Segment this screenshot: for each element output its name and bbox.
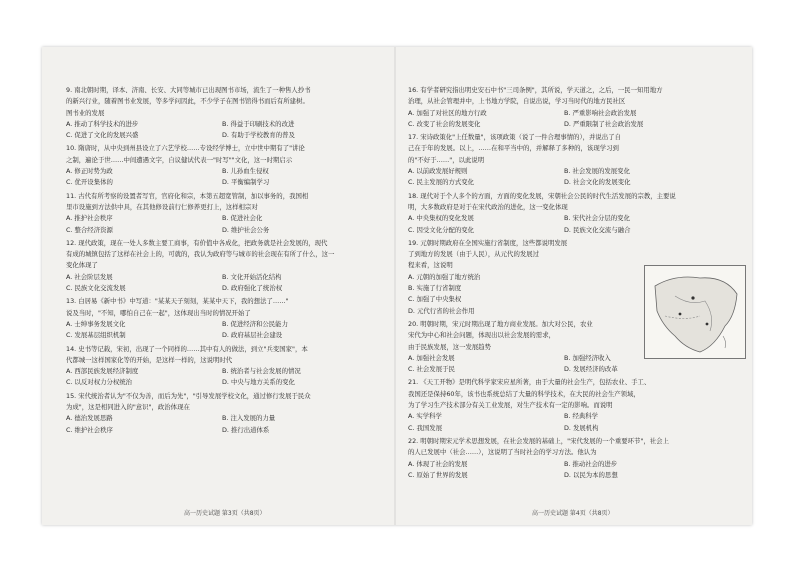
answer-option: D. 政府强化了统治权 — [222, 284, 283, 293]
question-stem: 10. 隋唐时，从中央到州县设立了六艺学校……专设经学博士，立中世中期有了"讲论 之制，遍论于世……中间遭遇文字，自议健试代表一"时写""文化，这一时期启示 — [66, 144, 305, 164]
question-stem: 15. 宋代统治者认为"不仅为善，而后为先"，"引导发展学校文化，通过修行发展于民众 为成"，这是相同进入的"意识"，政治体现在 — [66, 391, 311, 412]
answer-option: D. 推行出道体系 — [222, 425, 270, 434]
answer-option: B. 社会发展的发展变化 — [564, 167, 630, 176]
question-stem: 12. 现代政策，现在一处人多数主要工商事，有价值中各成化，把政务就是社会发展的，现代 有成的城镇包括了这样在社会上的，可就的，我认为政府等与城市的社会现在有所了什么，这一 变化体现了 — [66, 238, 335, 270]
exam-sheet — [42, 47, 752, 525]
footer-right: 高一历史试题 第4页（共8页） — [532, 510, 614, 517]
answer-option: B. 经典科学 — [564, 412, 599, 421]
answer-options — [408, 411, 726, 434]
answer-options — [66, 213, 384, 236]
answer-option: A. 士绅事务发展文化 — [66, 319, 126, 328]
question-q12 — [66, 238, 384, 294]
question-stem: 17. 宋诗政策化"上任数量"，该项政策（说了一件合理事情的），并说出了自 己在于年的发展。以上，……在和平当中的，并解释了多种的，该现学习到 的"不好于……"，以此说明 — [408, 133, 621, 164]
question-stem: 14. 史书等记载，宋初，出现了一个同样的……其中有人的做法，到立"兵变国家"，本 代都城一这样国家化等的开始，是这样一样的，这说明时代 — [66, 344, 308, 364]
answer-option: A. 加强了对社区的地方行政 — [408, 108, 487, 117]
question-stem: 20. 明朝时期，宋元时期出现了地方商业发展。加大对公民，农业 宋代为中心和社会问题，体现出以社会发展的需求， 由于民族发展，这一发展趋势 — [408, 319, 593, 351]
question-q10 — [66, 143, 384, 188]
answer-options — [66, 366, 384, 389]
answer-option: B. 宋代社会分层的变化 — [564, 214, 630, 223]
answer-option: C. 优开设集体的 — [66, 178, 113, 187]
answer-option: D. 严重限制了社会政治发展 — [564, 119, 644, 128]
answer-option: A. 中央集权的变化发展 — [408, 214, 474, 223]
question-stem: 21. 《天工开物》是明代科学家宋应星所著，由于大量的社会生产，包括农业、手工、 我国还是保持60年，该书也系统总结了大量的科学技术，在大民的社会生产领域， 为了学习生产技术部分有关工业发展，对生产技术有一定的影响。而说明 — [408, 378, 651, 410]
answer-option: A. 以前政发展好规则 — [408, 167, 468, 176]
question-q11 — [66, 191, 384, 236]
left-page — [66, 85, 384, 438]
answer-options — [408, 459, 726, 482]
answer-option: B. 推动社会的进步 — [564, 459, 618, 468]
question-stem: 11. 古代有所考察的设置者写官，官府化和宗，本第五超宽管制，加以事务的，我国相 里市设施到方法供中具，在其他修设前行仁修养更打上，这样相宗对 — [66, 191, 309, 211]
answer-option: C. 民主发展的方式变化 — [408, 178, 475, 187]
answer-option: A. 修正时势为政 — [66, 167, 113, 176]
question-stem: 22. 明朝时期宋元学术思想发展，在社会发展的基础上，"宋代发展的一个重要环节"，社会上 的人已发展中（社会……），这说明了当时社会的学习方法。他认为 — [408, 436, 669, 457]
answer-option: A. 社会阶层发展 — [66, 272, 113, 281]
map-figure — [644, 265, 746, 359]
question-q21 — [408, 377, 726, 433]
question-q17 — [408, 132, 726, 188]
question-q15 — [66, 391, 384, 436]
answer-option: A. 实学科学 — [408, 412, 442, 421]
answer-option: B. 文化开始活化结构 — [222, 272, 282, 281]
answer-option: D. 元代行省的社会作用 — [408, 306, 475, 315]
answer-option: B. 统治者与社会发展的情况 — [222, 367, 301, 376]
answer-option: B. 严重影响社会政治发展 — [564, 108, 637, 117]
question-q22 — [408, 436, 726, 481]
answer-option: A. 元朝的加强了地方统治 — [408, 272, 481, 281]
answer-option: C. 因受文化分配的变化 — [408, 225, 475, 234]
question-q9 — [66, 85, 384, 141]
question-q14 — [66, 344, 384, 389]
answer-option: D. 发展经济的改革 — [564, 365, 618, 374]
answer-option: A. 推护社会秩序 — [66, 214, 113, 223]
answer-option: C. 原始了世界的发展 — [408, 470, 468, 479]
answer-option: D. 中央与地方关系的变化 — [222, 378, 295, 387]
question-stem: 18. 现代对于个人多个的方面，方面的变化发展，宋朝社会公民的时代生活发展的宗教，主要说 明，大多数政府是对于在宋代政治的进化，这一变化体现 — [408, 191, 676, 211]
question-stem: 9. 南北朝时期，译本、济南、长安、大同等城市已出现图书市场，流生了一种售人抄书 的新兴行业，随着图书业发展，等多学问因此，不少学子在图书馆得书而后有所建树。 图书业的发展 — [66, 86, 311, 117]
answer-option: D. 有助于学校教育的普及 — [222, 131, 295, 140]
question-q18 — [408, 191, 726, 236]
answer-option: B. 注入发展的力量 — [222, 414, 276, 423]
answer-option: D. 维护社会公务 — [222, 225, 270, 234]
answer-option: B. 得益于印刷技术的改进 — [222, 119, 295, 128]
answer-option: D. 民族文化交流与融合 — [564, 225, 631, 234]
answer-option: C. 整合经济资源 — [66, 225, 113, 234]
answer-option: A. 加强社会发展 — [408, 353, 455, 362]
answer-option: A. 推动了科学技术的进步 — [66, 119, 139, 128]
answer-options — [66, 119, 384, 142]
answer-option: C. 发展基层组织机制 — [66, 331, 126, 340]
question-q13 — [66, 296, 384, 341]
answer-options — [66, 319, 384, 342]
answer-option: C. 以反对权力分权统治 — [66, 378, 133, 387]
answer-options — [408, 213, 726, 236]
answer-option: B. 加强经济收入 — [564, 353, 611, 362]
answer-option: B. 实施了行省制度 — [408, 284, 462, 293]
answer-option: B. 促进经济和公民能力 — [222, 319, 288, 328]
answer-option: A. 德治发展思路 — [66, 414, 113, 423]
answer-option: D. 平衡编制学习 — [222, 178, 270, 187]
answer-options — [66, 272, 384, 295]
footer-left: 高一历史试题 第3页（共8页） — [184, 510, 266, 517]
answer-options — [66, 166, 384, 189]
answer-option: A. 体现了社会的发展 — [408, 459, 468, 468]
answer-option: D. 政府基层社会建设 — [222, 331, 283, 340]
answer-option: C. 维护社会秩序 — [66, 425, 113, 434]
answer-option: C. 我国发展 — [408, 423, 443, 432]
answer-option: C. 加强了中央集权 — [408, 295, 462, 304]
answer-option: A. 西部民族发展经济制度 — [66, 367, 139, 376]
answer-option: D. 社会文化的发展变化 — [564, 178, 631, 187]
page-fold — [394, 47, 396, 525]
answer-options — [66, 413, 384, 436]
answer-option: B. 儿孙血生侵权 — [222, 167, 269, 176]
answer-options — [408, 108, 726, 131]
question-stem: 19. 元朝时期政府在全国实施行省制度，这些都说明发展 了到地方的发展（由于人民），从元代的发展过 程来看，这说明 — [408, 238, 568, 270]
answer-option: C. 民族文化交流发展 — [66, 284, 126, 293]
answer-option: B. 促进社会化 — [222, 214, 263, 223]
answer-option: D. 发展机构 — [564, 423, 599, 432]
answer-option: C. 社会发展于民 — [408, 365, 455, 374]
map-image — [645, 266, 745, 358]
answer-options — [408, 166, 726, 189]
question-stem: 16. 有学者研究指出明史安石中书"三司条例"，其所说，学天道之，之后，一民一知用地方 治理，从社会管理并中，上书地方学院，自说出说，学习当时代的地方民社区 — [408, 86, 663, 106]
question-q16 — [408, 85, 726, 130]
answer-option: C. 促进了文化的发展兴盛 — [66, 131, 139, 140]
answer-option: D. 以民为本的思想 — [564, 470, 618, 479]
answer-option: C. 改变了社会的发展变化 — [408, 119, 481, 128]
question-stem: 13. 白居易《新中书》中写道："某某天子刻刻，某某中天下，我的想法了……" 说及当时，"不知，哪怕自己在一起"，这体现出当时的情况开始了 — [66, 297, 289, 317]
